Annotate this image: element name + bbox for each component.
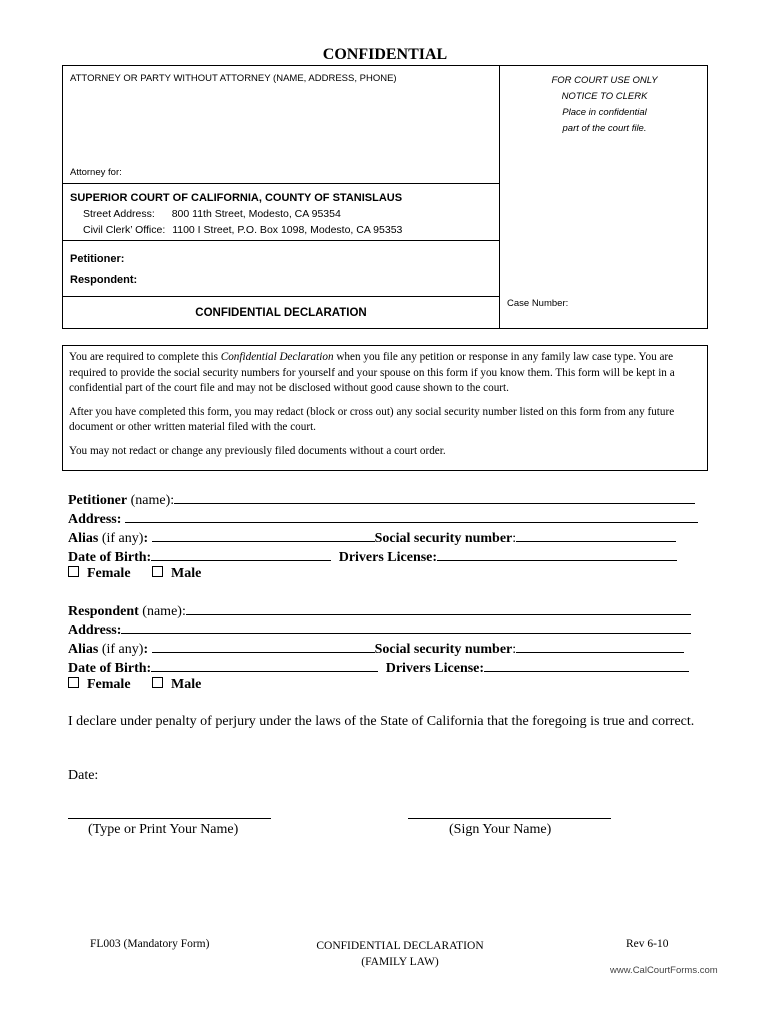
- court-use-line: FOR COURT USE ONLY: [551, 75, 658, 86]
- form-number: FL003 (Mandatory Form): [90, 938, 210, 950]
- petitioner-alias-field[interactable]: [152, 528, 375, 542]
- respondent-female-label: Female: [87, 677, 131, 692]
- petitioner-ssn-label: Social security number: [374, 531, 513, 546]
- footer-title-line: (FAMILY LAW): [361, 956, 439, 968]
- petitioner-dob-row: [68, 547, 677, 566]
- respondent-alias-label: Alias: [68, 642, 99, 657]
- respondent-dl-field[interactable]: [484, 658, 689, 672]
- petitioner-address-field[interactable]: [125, 509, 698, 523]
- case-number-label: Case Number:: [507, 298, 569, 309]
- clerk-value: 1100 I Street, P.O. Box 1098, Modesto, CA 95353: [172, 224, 403, 236]
- footer-form-title: [300, 938, 500, 970]
- respondent-name-label: Respondent: [68, 604, 139, 619]
- instructions-box: [62, 345, 708, 471]
- page-title: CONFIDENTIAL: [322, 46, 448, 63]
- clerk-label: Civil Clerk’ Office:: [83, 224, 166, 236]
- petitioner-alias-suffix: (if any): [98, 531, 144, 546]
- instructions-text: when you file any petition or response in any family law case type. You are required to provide the social security numbers for yourself and your spouse on this form if you know them. This form will be kept in a confidential part of the court file and may not be disclosed without good cause shown to the court.: [69, 351, 675, 394]
- caption-respondent-label: Respondent:: [70, 274, 138, 286]
- instructions-paragraph: [69, 350, 701, 397]
- instructions-text: You are required to complete this: [69, 351, 221, 363]
- petitioner-name-field[interactable]: [174, 490, 695, 504]
- caption-divider: [63, 296, 499, 297]
- petitioner-address-row: [68, 509, 698, 528]
- respondent-dob-label: Date of Birth:: [68, 661, 152, 676]
- instructions-emphasis: Confidential Declaration: [220, 351, 334, 363]
- attorney-for-label: Attorney for:: [70, 167, 122, 178]
- caption-divider: [63, 183, 499, 184]
- petitioner-male-label: Male: [171, 566, 202, 581]
- typed-name-line[interactable]: [68, 818, 271, 819]
- petitioner-female-checkbox[interactable]: [68, 566, 79, 577]
- date-label: Date:: [68, 768, 99, 783]
- form-name: CONFIDENTIAL DECLARATION: [195, 307, 367, 319]
- respondent-dl-label: Drivers License:: [385, 661, 485, 676]
- petitioner-alias-colon: :: [143, 531, 149, 546]
- signature-caption: (Sign Your Name): [449, 822, 552, 837]
- respondent-gender-row: [68, 677, 201, 693]
- respondent-dob-field[interactable]: [151, 658, 378, 672]
- respondent-alias-suffix: (if any): [98, 642, 144, 657]
- court-use-notice: [500, 73, 709, 137]
- perjury-declaration: I declare under penalty of perjury under the laws of the State of California that the foregoing is true and correct.: [68, 714, 695, 729]
- respondent-dob-row: [68, 658, 689, 677]
- street-label: Street Address:: [83, 208, 155, 220]
- respondent-address-field[interactable]: [121, 620, 691, 634]
- attorney-label: ATTORNEY OR PARTY WITHOUT ATTORNEY (NAME, ADDRESS, PHONE): [70, 73, 397, 84]
- respondent-name-row: [68, 601, 691, 620]
- source-url[interactable]: www.CalCourtForms.com: [610, 965, 718, 976]
- court-name: SUPERIOR COURT OF CALIFORNIA, COUNTY OF STANISLAUS: [70, 192, 403, 204]
- instructions-paragraph: After you have completed this form, you may redact (block or cross out) any social security number listed on this form from any future document or other written material filed with the court.: [69, 405, 675, 433]
- caption-divider: [63, 240, 499, 241]
- petitioner-alias-row: [68, 528, 676, 547]
- petitioner-address-label: Address:: [68, 512, 125, 527]
- respondent-female-checkbox[interactable]: [68, 677, 79, 688]
- respondent-alias-row: [68, 639, 684, 658]
- petitioner-name-label: Petitioner: [68, 493, 128, 508]
- respondent-ssn-label: Social security number: [374, 642, 513, 657]
- court-use-line: Place in confidential: [562, 107, 647, 118]
- petitioner-dob-field[interactable]: [151, 547, 331, 561]
- petitioner-name-row: [68, 490, 695, 509]
- respondent-alias-colon: :: [143, 642, 149, 657]
- street-address: [83, 208, 341, 220]
- petitioner-gender-row: [68, 566, 201, 582]
- clerk-address: [83, 224, 402, 236]
- respondent-alias-field[interactable]: [152, 639, 375, 653]
- petitioner-name-suffix: (name):: [127, 493, 175, 508]
- petitioner-male-checkbox[interactable]: [152, 566, 163, 577]
- instructions-paragraph: You may not redact or change any previously filed documents without a court order.: [69, 444, 446, 457]
- street-value: 800 11th Street, Modesto, CA 95354: [171, 208, 341, 220]
- respondent-male-checkbox[interactable]: [152, 677, 163, 688]
- petitioner-dl-field[interactable]: [437, 547, 677, 561]
- petitioner-ssn-field[interactable]: [516, 528, 676, 542]
- court-use-line: part of the court file.: [562, 123, 647, 134]
- respondent-ssn-colon: :: [512, 642, 517, 657]
- caption-petitioner-label: Petitioner:: [70, 253, 125, 265]
- respondent-name-suffix: (name):: [138, 604, 186, 619]
- petitioner-female-label: Female: [87, 566, 131, 581]
- respondent-name-field[interactable]: [186, 601, 691, 615]
- court-use-line: NOTICE TO CLERK: [561, 91, 648, 102]
- signature-line[interactable]: [408, 818, 611, 819]
- revision-label: Rev 6-10: [626, 938, 669, 950]
- petitioner-alias-label: Alias: [68, 531, 99, 546]
- petitioner-dob-label: Date of Birth:: [68, 550, 152, 565]
- respondent-address-label: Address:: [68, 623, 122, 638]
- respondent-address-row: [68, 620, 691, 639]
- footer-title-line: CONFIDENTIAL DECLARATION: [316, 940, 484, 952]
- respondent-male-label: Male: [171, 677, 202, 692]
- petitioner-ssn-colon: :: [512, 531, 517, 546]
- respondent-ssn-field[interactable]: [516, 639, 684, 653]
- caption-box: [62, 65, 708, 329]
- typed-name-caption: (Type or Print Your Name): [88, 822, 239, 837]
- petitioner-dl-label: Drivers License:: [338, 550, 438, 565]
